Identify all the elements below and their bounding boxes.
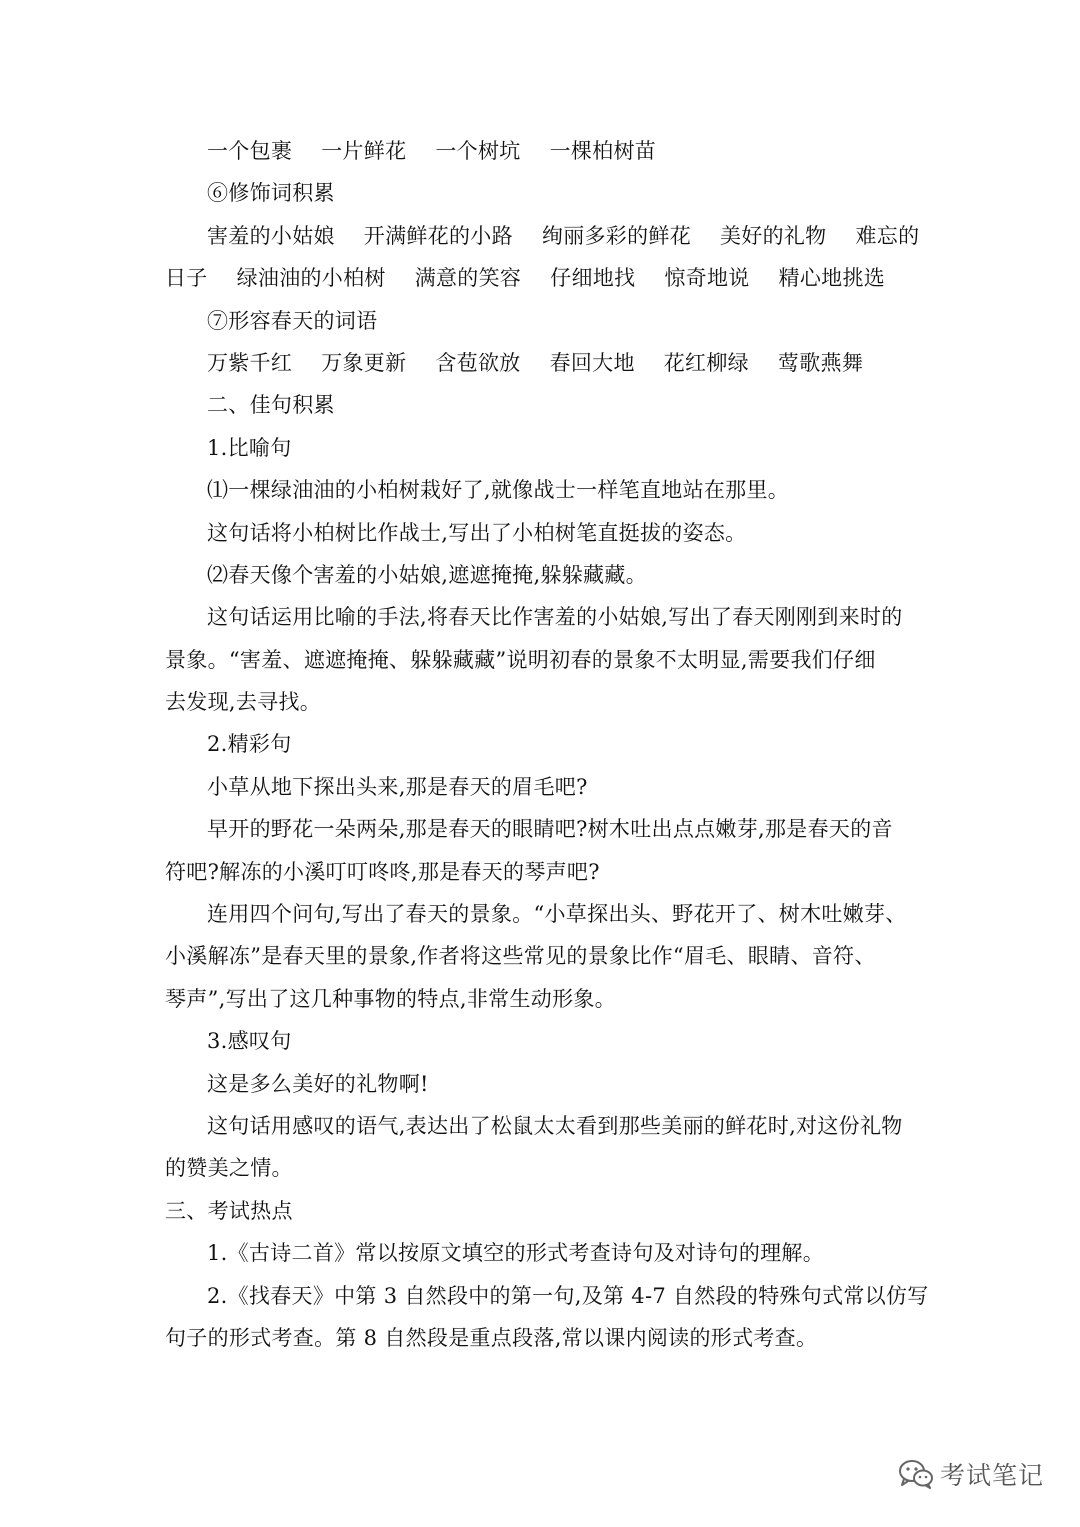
word-item: 一片鲜花 [321, 139, 407, 163]
modifier-heading: ⑥修饰词积累 [207, 181, 335, 206]
wonderful-heading: 2.精彩句 [207, 732, 292, 757]
sentence-note: 景象。“害羞、遮遮掩掩、躲躲藏藏”说明初春的景象不太明显,需要我们仔细 [165, 647, 876, 672]
sentence: 小草从地下探出头来,那是春天的眉毛吧? [207, 774, 588, 799]
sentence-note: 这句话运用比喻的手法,将春天比作害羞的小姑娘,写出了春天刚刚到来时的 [207, 605, 903, 630]
word-item: 绚丽多彩的鲜花 [541, 223, 691, 248]
word-item: 精心地挑选 [778, 266, 886, 291]
word-item: 一个树坑 [435, 139, 521, 163]
wechat-icon [898, 1459, 934, 1489]
word-item: 含苞欲放 [435, 350, 521, 375]
hotspot-paragraph: 1.《古诗二首》常以按原文填空的形式考查诗句及对诗句的理解。 [207, 1241, 825, 1266]
exclaim-heading: 3.感叹句 [207, 1029, 292, 1054]
word-item: 花红柳绿 [663, 350, 749, 375]
watermark [898, 1452, 1058, 1496]
word-item: 万紫千红 [207, 350, 293, 375]
word-item: 仔细地找 [550, 266, 636, 291]
simile-heading: 1.比喻句 [207, 435, 292, 460]
word-item: 一棵柏树苗 [549, 139, 657, 163]
document-page [165, 130, 929, 1359]
measure-words-line [165, 130, 925, 172]
spring-words-line [165, 342, 925, 384]
word-item: 惊奇地说 [664, 266, 750, 291]
sentence-note: 琴声”,写出了这几种事物的特点,非常生动形象。 [165, 986, 616, 1011]
word-item: 难忘的 [855, 223, 920, 248]
word-item: 绿油油的小柏树 [236, 266, 386, 291]
section-heading: 二、佳句积累 [207, 393, 335, 418]
sentence: ⑵春天像个害羞的小姑娘,遮遮掩掩,躲躲藏藏。 [207, 562, 647, 587]
hotspot-paragraph: 2.《找春天》中第 3 自然段中的第一句,及第 4-7 自然段的特殊句式常以仿写 [207, 1283, 929, 1308]
sentence-note: 这句话将小柏树比作战士,写出了小柏树笔直挺拔的姿态。 [207, 520, 747, 545]
word-item: 害羞的小姑娘 [207, 223, 335, 248]
modifier-words-line-2 [165, 257, 925, 299]
section-heading: 三、考试热点 [165, 1198, 293, 1223]
sentence-note: 这句话用感叹的语气,表达出了松鼠太太看到那些美丽的鲜花时,对这份礼物 [207, 1113, 903, 1138]
word-item: 满意的笑容 [414, 266, 522, 291]
sentence-note: 去发现,去寻找。 [165, 690, 322, 715]
word-item: 一个包裹 [207, 139, 293, 163]
sentence-note: 的赞美之情。 [165, 1156, 293, 1181]
watermark-text: 考试笔记 [940, 1461, 1045, 1490]
word-item: 日子 [165, 266, 208, 291]
sentence-note: 小溪解冻”是春天里的景象,作者将这些常见的景象比作“眉毛、眼睛、音符、 [165, 944, 876, 969]
word-item: 万象更新 [321, 350, 407, 375]
sentence: 这是多么美好的礼物啊! [207, 1071, 429, 1096]
sentence: 早开的野花一朵两朵,那是春天的眼睛吧?树木吐出点点嫩芽,那是春天的音 [207, 817, 893, 842]
sentence: ⑴一棵绿油油的小柏树栽好了,就像战士一样笔直地站在那里。 [207, 478, 790, 503]
sentence-note: 连用四个问句,写出了春天的景象。“小草探出头、野花开了、树木吐嫩芽、 [207, 902, 907, 927]
sentence: 符吧?解冻的小溪叮叮咚咚,那是春天的琴声吧? [165, 859, 600, 884]
hotspot-paragraph: 句子的形式考查。第 8 自然段是重点段落,常以课内阅读的形式考查。 [165, 1325, 818, 1350]
spring-heading: ⑦形容春天的词语 [207, 308, 378, 333]
word-item: 莺歌燕舞 [777, 350, 864, 375]
word-item: 美好的礼物 [719, 223, 827, 248]
word-item: 春回大地 [549, 350, 635, 375]
word-item: 开满鲜花的小路 [363, 223, 513, 248]
modifier-words-line-1 [165, 215, 925, 257]
